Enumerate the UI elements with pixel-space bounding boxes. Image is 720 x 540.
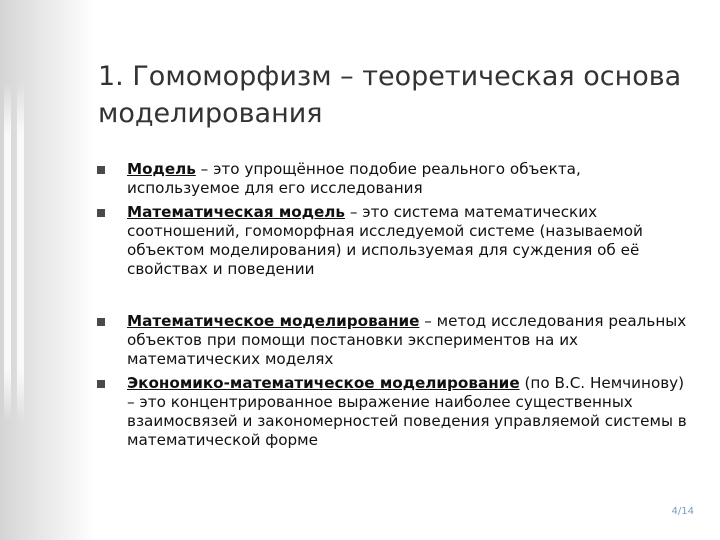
bullet-list [96,160,696,450]
bullet-item-econ-math-modeling [96,374,696,450]
square-bullet-icon [97,380,105,388]
bullet-text: (по В.С. Немчинову) – это концентрированное выражение наиболее существенных взаимосвязей и закономерностей поведения управляемой системы в математической форме [127,374,687,449]
bullet-item-model [96,160,696,198]
bullet-term: Модель [127,160,196,178]
bullet-item-math-modeling [96,312,696,369]
bullet-item-math-model [96,203,696,279]
bullet-term: Математическая модель [127,203,346,221]
page-number: 4/14 [671,506,694,517]
bullet-term: Математическое моделирование [127,312,420,330]
square-bullet-icon [97,318,105,326]
square-bullet-icon [97,209,105,217]
slide-title: 1. Гомоморфизм – теоретическая основа моделирования [98,61,682,129]
bullet-text: – метод исследования реальных объектов при помощи постановки экспериментов на их математических моделях [127,312,687,368]
bullet-term: Экономико-математическое моделирование [127,374,520,392]
square-bullet-icon [97,166,105,174]
bullet-text: – это упрощённое подобие реального объекта, используемое для его исследования [127,160,581,197]
decorative-square-pattern [2,82,32,422]
bullet-text: – это система математических соотношений, гомоморфная исследуемой системе (называемой объектом моделирования) и используемая для суждения об её свойствах и поведении [127,203,643,278]
